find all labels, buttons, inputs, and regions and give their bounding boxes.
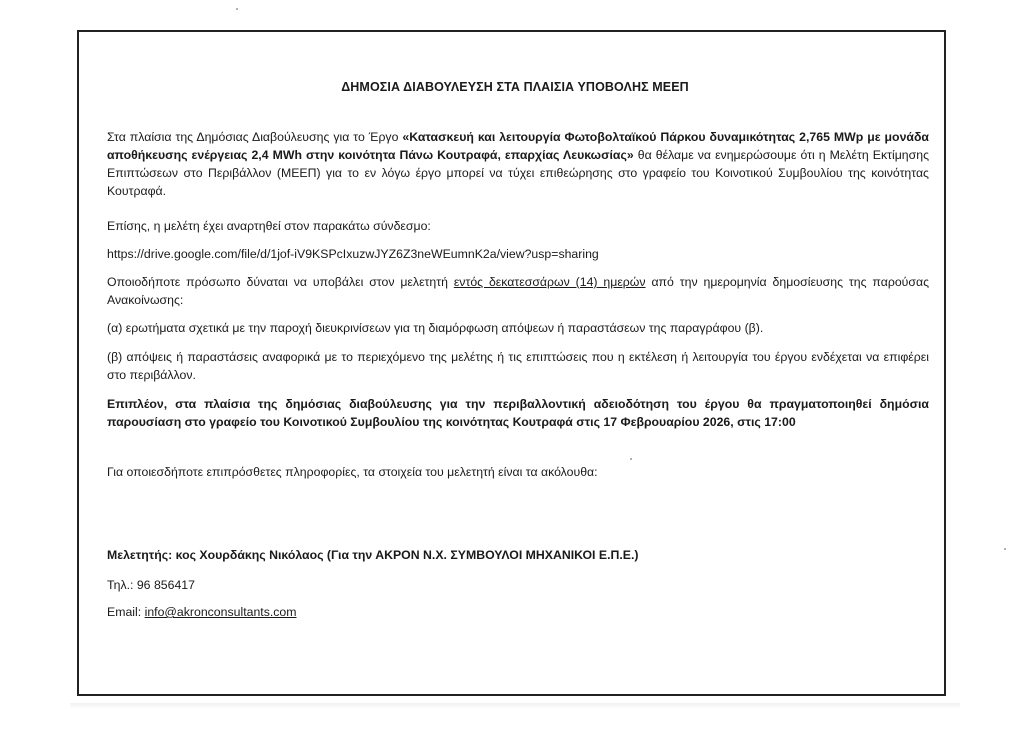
submission-deadline: εντός δεκατεσσάρων (14) ημερών	[453, 275, 646, 289]
link-intro: Επίσης, η μελέτη έχει αναρτηθεί στον παρακάτω σύνδεσμο:	[107, 219, 431, 233]
phone-number: Τηλ.: 96 856417	[107, 578, 195, 592]
submission-paragraph	[107, 273, 929, 309]
presentation-paragraph: Επιπλέον, στα πλαίσια της δημόσιας διαβούλευσης για την περιβαλλοντική αδειοδότηση του έργου θα πραγματοποιηθεί δημόσια παρουσίαση στο γραφείο του Κοινοτικού Συμβουλίου της κοινότητας Κουτραφά στις 17 Φεβρουαρίου 2026, στις 17:00	[107, 397, 929, 429]
email-label: Email:	[107, 605, 145, 619]
submission-prefix: Οποιοδήποτε πρόσωπο δύναται να υποβάλει στον μελετητή	[107, 275, 454, 289]
intro-suffix: θα θέλαμε να ενημερώσουμε ότι η Μελέτη Εκτίμησης Επιπτώσεων στο Περιβάλλον (ΜΕΕΠ) για το εν λόγω έργο μπορεί να τύχει επιθεώρησης στο γραφείο του Κοινοτικού Συμβουλίου της κοινότητας Κουτραφά.	[107, 148, 929, 198]
item-a: (α) ερωτήματα σχετικά με την παροχή διευκρινίσεων για τη διαμόρφωση απόψεων ή παραστάσεων της παραγράφου (β).	[107, 321, 764, 335]
project-name: «Κατασκευή και λειτουργία Φωτοβολταϊκού Πάρκου δυναμικότητας 2,765 MWp με μονάδα αποθήκευσης ενέργειας 2,4 MWh στην κοινότητα Πάνω Κουτραφά, επαρχίας Λευκωσίας»	[107, 130, 929, 162]
consultant-name: Μελετητής: κος Χουρδάκης Νικόλαος (Για την ΑΚΡΟΝ Ν.Χ. ΣΥΜΒΟΥΛΟΙ ΜΗΧΑΝΙΚΟΙ Ε.Π.Ε.)	[107, 548, 639, 562]
scan-speck	[236, 8, 238, 10]
submission-suffix: από την ημερομηνία δημοσίευσης της παρούσας Ανακοίνωσης:	[107, 275, 930, 307]
contact-intro: Για οποιεσδήποτε επιπρόσθετες πληροφορίες, τα στοιχεία του μελετητή είναι τα ακόλουθα:	[107, 465, 598, 479]
intro-prefix: Στα πλαίσια της Δημόσιας Διαβούλευσης για το Έργο	[107, 130, 403, 144]
scan-speck	[1004, 548, 1006, 550]
item-b: (β) απόψεις ή παραστάσεις αναφορικά με το περιεχόμενο της μελέτης ή τις επιπτώσεις που η εκτέλεση ή λειτουργία του έργου ενδέχεται να επιφέρει στο περιβάλλον.	[107, 350, 929, 382]
study-link[interactable]: https://drive.google.com/file/d/1jof-iV9KSPcIxuzwJYZ6Z3neWEumnK2a/view?usp=sharing	[107, 247, 599, 261]
scan-edge-shadow	[70, 703, 960, 709]
intro-paragraph	[107, 128, 929, 200]
scan-speck	[630, 458, 632, 460]
email-line	[107, 603, 929, 621]
email-link[interactable]: info@akronconsultants.com	[144, 605, 297, 619]
document-title: ΔΗΜΟΣΙΑ ΔΙΑΒΟΥΛΕΥΣΗ ΣΤΑ ΠΛΑΙΣΙΑ ΥΠΟΒΟΛΗΣ ΜΕΕΠ	[341, 80, 689, 94]
